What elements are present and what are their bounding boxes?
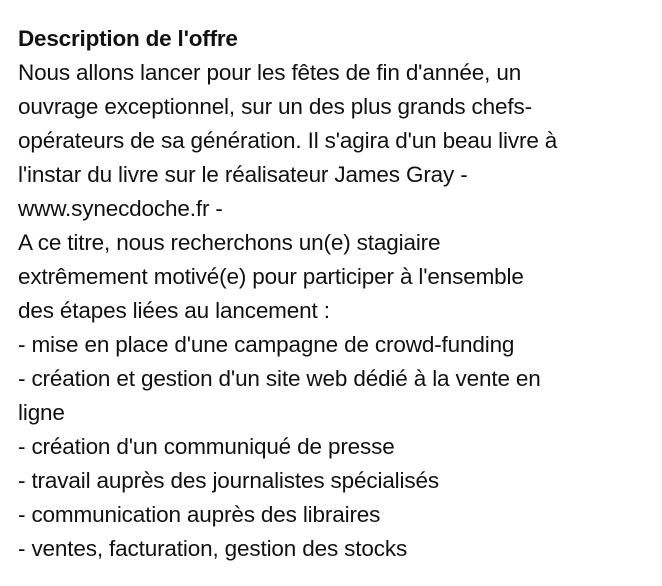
offer-task-item: - création et gestion d'un site web dédié à la vente en	[18, 366, 541, 391]
offer-line: Nous allons lancer pour les fêtes de fin d'année, un	[18, 60, 522, 85]
offer-description	[18, 22, 654, 566]
offer-task-item: - mise en place d'une campagne de crowd-funding	[18, 332, 515, 357]
offer-website-line: www.synecdoche.fr -	[18, 196, 223, 221]
offer-line: A ce titre, nous recherchons un(e) stagiaire	[18, 230, 441, 255]
offer-line: l'instar du livre sur le réalisateur James Gray -	[18, 162, 468, 187]
offer-task-item-continuation: ligne	[18, 400, 65, 425]
offer-line: ouvrage exceptionnel, sur un des plus grands chefs-	[18, 94, 532, 119]
offer-task-item: - ventes, facturation, gestion des stocks	[18, 536, 408, 561]
offer-body	[18, 56, 654, 566]
offer-line: opérateurs de sa génération. Il s'agira d'un beau livre à	[18, 128, 558, 153]
offer-task-item: - travail auprès des journalistes spécialisés	[18, 468, 439, 493]
offer-task-item: - communication auprès des libraires	[18, 502, 381, 527]
offer-line: extrêmement motivé(e) pour participer à l'ensemble	[18, 264, 524, 289]
offer-line: des étapes liées au lancement :	[18, 298, 330, 323]
offer-task-item: - création d'un communiqué de presse	[18, 434, 395, 459]
offer-title: Description de l'offre	[18, 26, 238, 51]
